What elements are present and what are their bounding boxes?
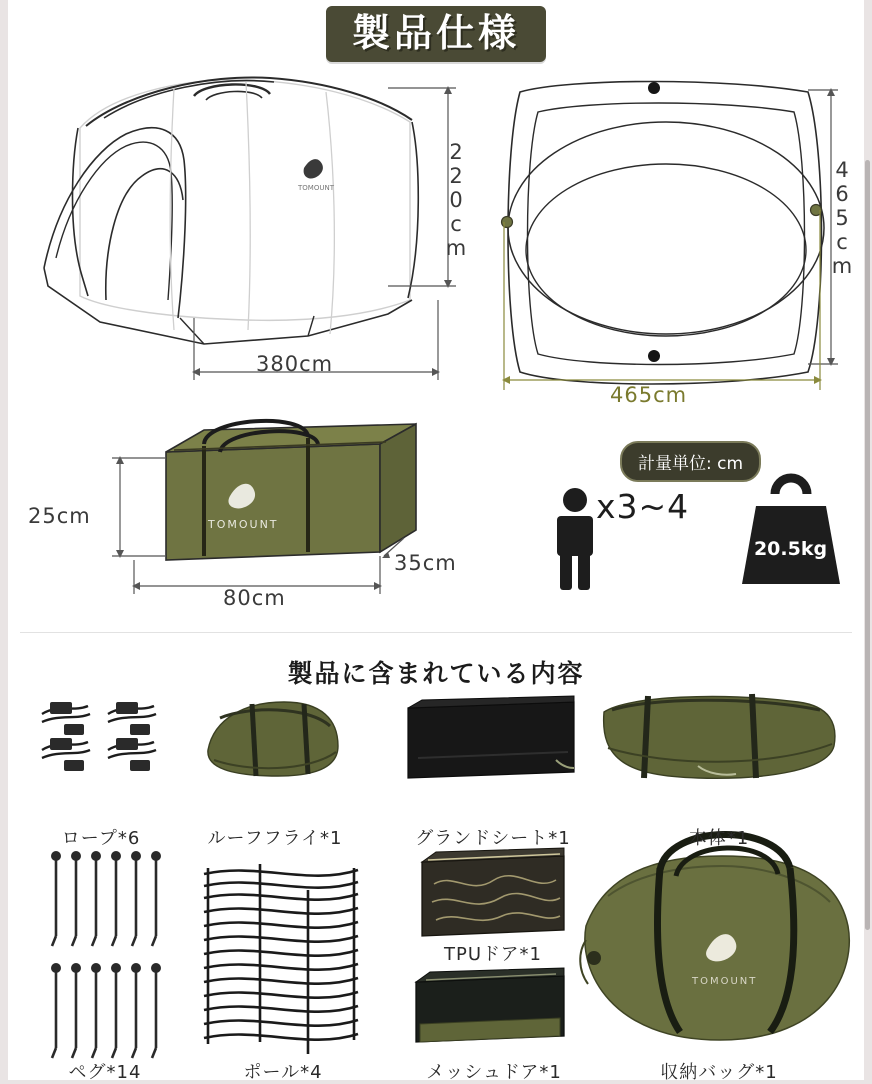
item-label-roof-fly: ルーフフライ*1 (207, 828, 343, 849)
carry-bag-drawing (166, 421, 416, 560)
svg-text:TOMOUNT: TOMOUNT (208, 518, 279, 531)
storage-bag-icon (580, 834, 849, 1040)
page-scrollbar[interactable] (865, 160, 870, 930)
item-label-rope: ロープ*6 (61, 828, 141, 849)
item-label-storage-bag: 収納バッグ*1 (660, 1062, 778, 1083)
ground-sheet-icon (408, 696, 574, 778)
footprint-bottom-label: 465cm (610, 383, 688, 407)
page-title: 製品仕様 (326, 6, 546, 62)
capacity-indicator (554, 487, 689, 530)
weight-icon (742, 478, 840, 584)
roof-fly-icon (208, 702, 338, 776)
tent-topview-drawing (502, 82, 825, 385)
item-label-mesh-door: メッシュドア*1 (426, 1062, 562, 1083)
capacity-label: x3~4 (596, 487, 690, 526)
specification-section (8, 0, 864, 632)
content-sheet (8, 0, 864, 1083)
item-label-ground-sheet: グランドシート*1 (415, 828, 571, 849)
tpu-door-icon (422, 848, 564, 936)
bag-height-label: 25cm (28, 504, 91, 528)
tent-width-label: 380cm (256, 352, 334, 376)
footprint-side-label: 465cm (830, 158, 854, 278)
item-label-tpu-door: TPUドア*1 (444, 944, 542, 965)
weight-label: 20.5kg (753, 538, 828, 560)
spec-diagram-svg (8, 0, 864, 632)
tent-perspective-drawing (44, 77, 418, 344)
contents-illustrations (8, 640, 864, 1080)
unit-note-badge: 計量単位: cm (620, 441, 761, 482)
item-label-tent-body: 本体*1 (688, 828, 750, 849)
bag-width-label: 80cm (223, 586, 286, 610)
section-divider (20, 632, 852, 633)
tent-height-label: 220cm (444, 140, 468, 260)
mesh-door-icon (416, 968, 564, 1042)
svg-text:TOMOUNT: TOMOUNT (298, 184, 334, 192)
bag-depth-label: 35cm (394, 551, 457, 575)
package-contents-section (8, 640, 864, 1083)
peg-head-icon (51, 851, 161, 973)
item-label-peg: ペグ*14 (68, 1062, 142, 1083)
pole-icon (204, 864, 358, 1054)
peg-icon (52, 858, 156, 1058)
tent-body-icon (604, 694, 835, 778)
rope-icon (42, 702, 156, 771)
svg-text:TOMOUNT: TOMOUNT (692, 976, 758, 987)
contents-title: 製品に含まれている内容 (287, 659, 585, 688)
item-label-pole: ポール*4 (243, 1062, 323, 1083)
